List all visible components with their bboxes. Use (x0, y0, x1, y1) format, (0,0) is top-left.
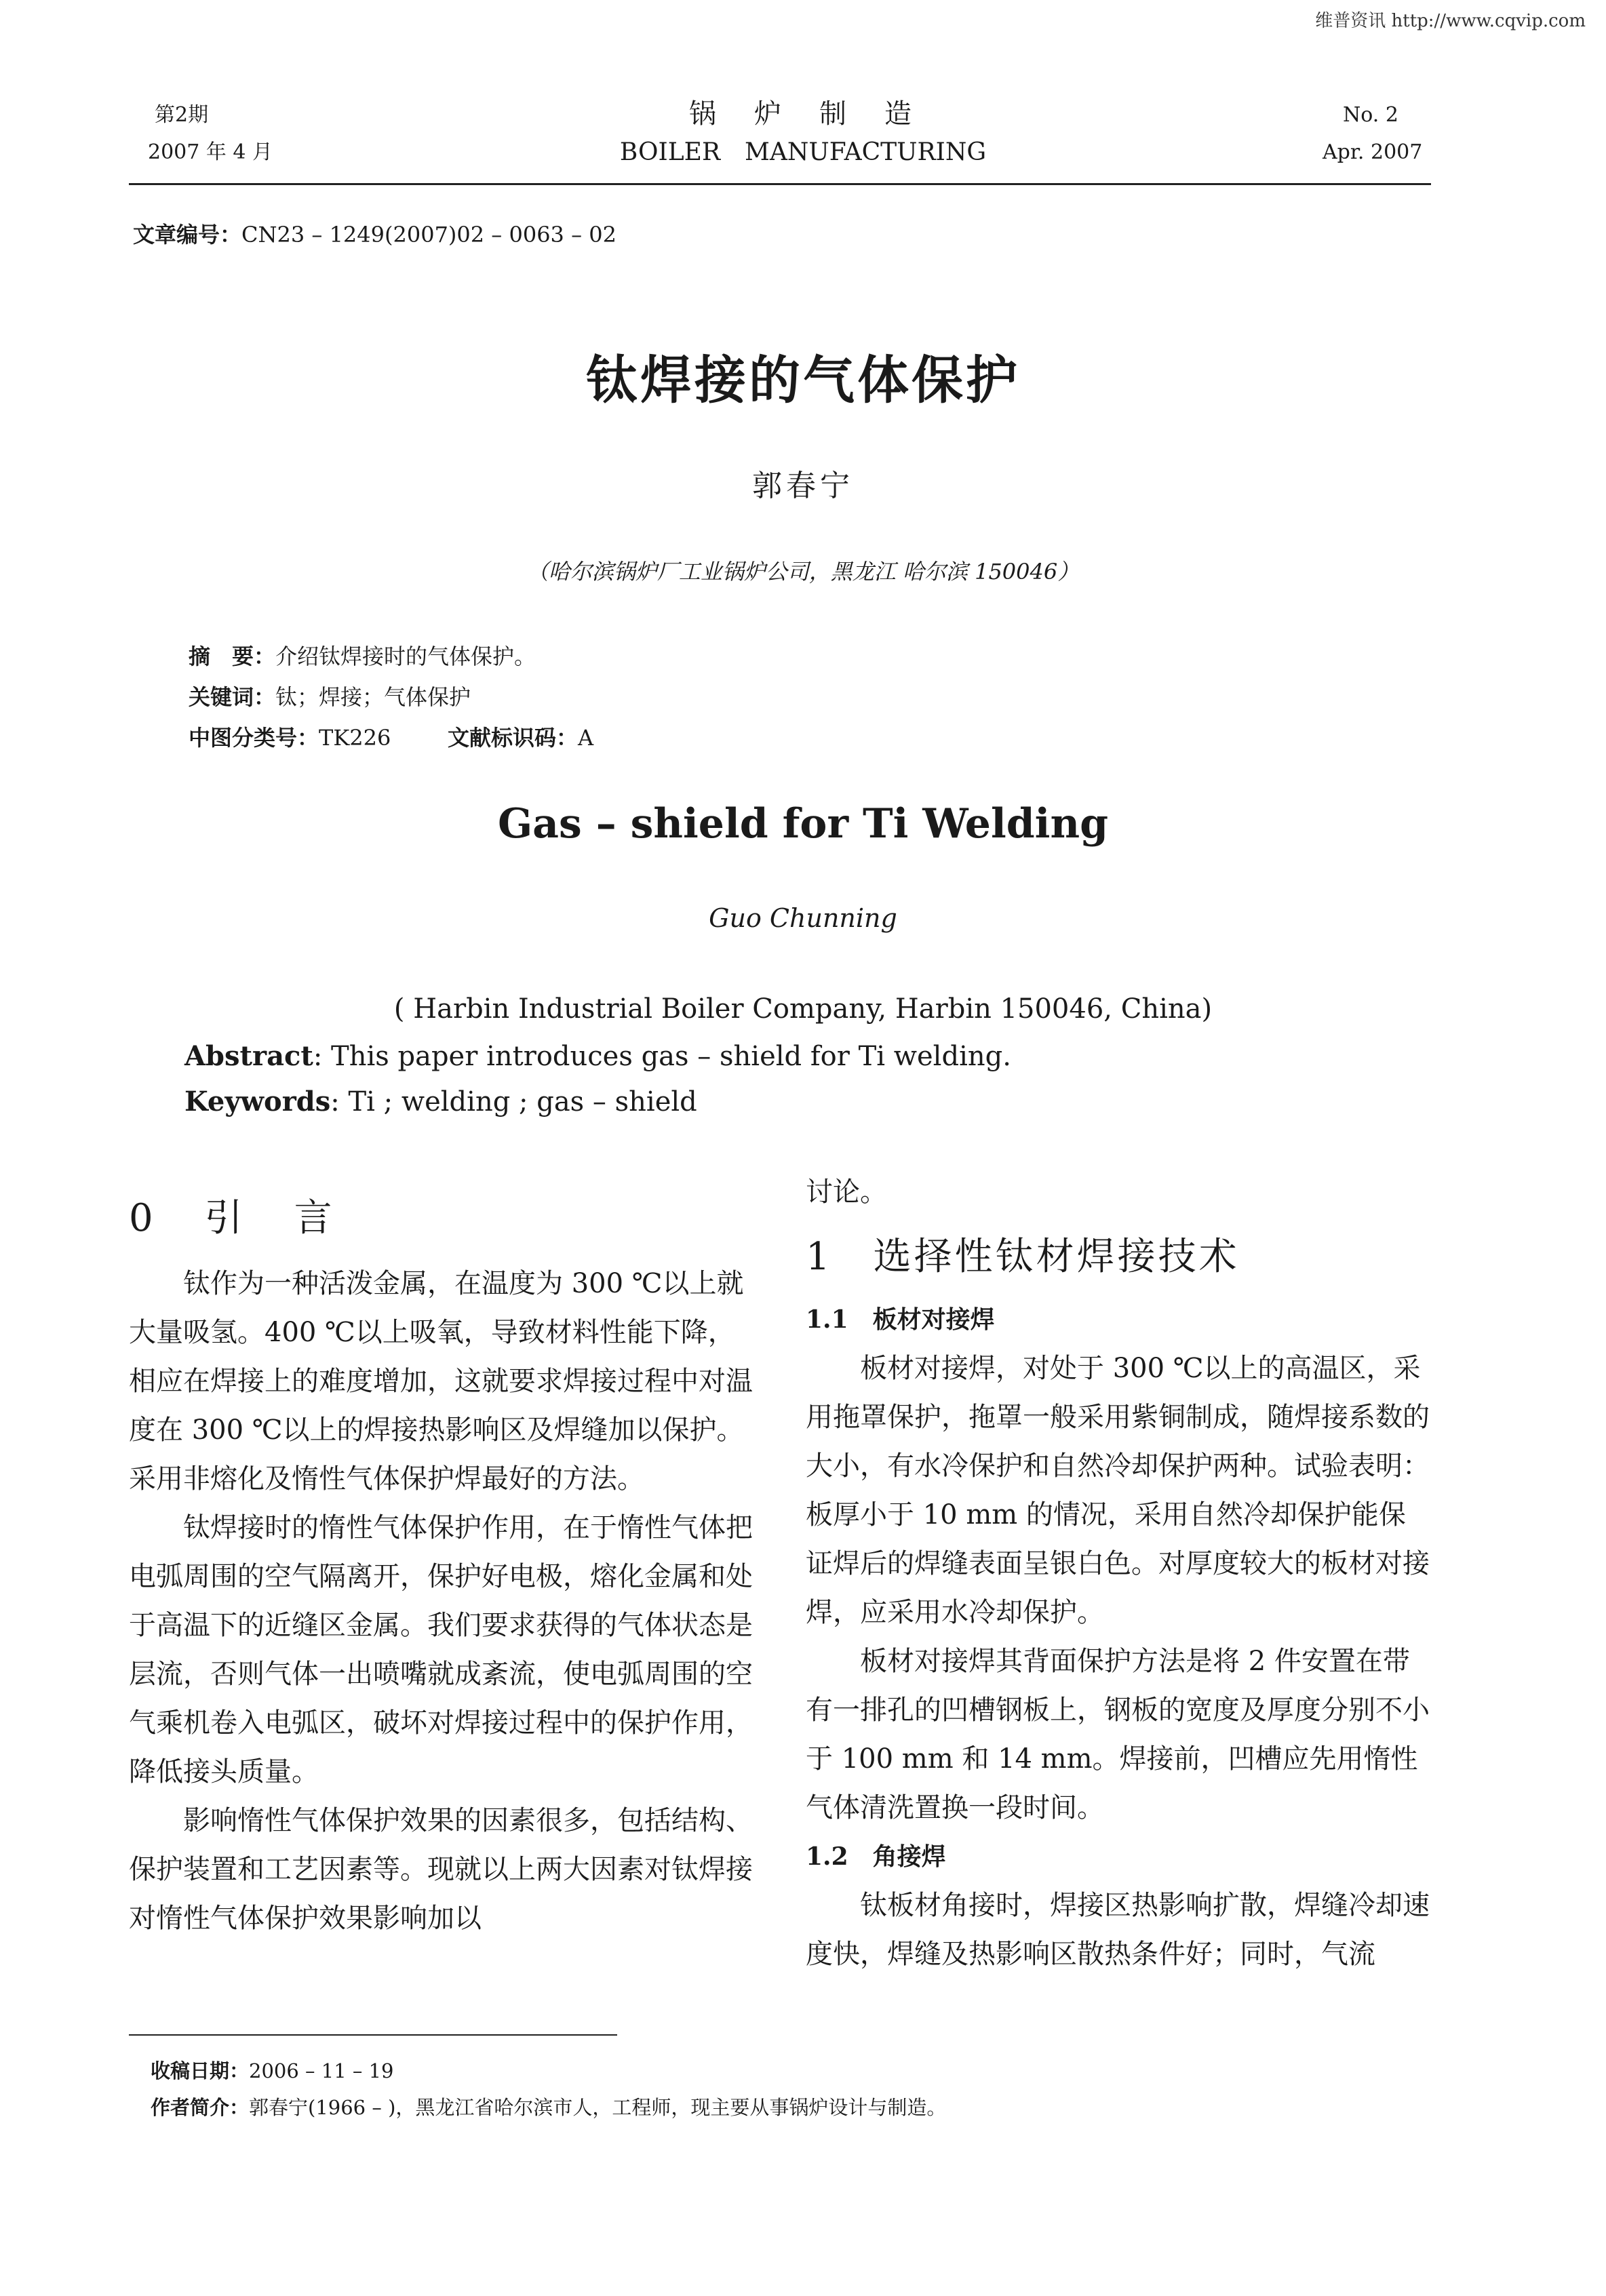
subsection-1-2-number: 1.2 (806, 1842, 848, 1871)
abstract-en-text: : This paper introduces gas – shield for Ti welding. (313, 1041, 1011, 1072)
header-issue-en: No. 2 (1343, 103, 1398, 127)
clc-value: TK226 (319, 725, 391, 751)
received-date (151, 2055, 394, 2087)
author-bio-label: 作者简介： (151, 2096, 250, 2119)
abstract-en-label: Abstract (184, 1040, 313, 1072)
paragraph: 影响惰性气体保护效果的因素很多，包括结构、保护装置和工艺因素等。现就以上两大因素对钛焊接对惰性气体保护效果影响加以 (129, 1805, 753, 1934)
received-date-value: 2006 – 11 – 19 (249, 2059, 394, 2082)
subsection-1-1-number: 1.1 (806, 1305, 848, 1334)
header-date-cn: 2007 年 4 月 (148, 140, 273, 164)
abstract-cn (189, 637, 536, 675)
paragraph: 钛板材角接时，焊接区热影响扩散，焊缝冷却速度快，焊缝及热影响区散热条件好；同时，气流 (806, 1890, 1430, 1970)
keywords-cn (189, 678, 471, 716)
author-bio-text: 郭春宁(1966 – )，黑龙江省哈尔滨市人，工程师，现主要从事锅炉设计与制造。 (249, 2096, 947, 2119)
subsection-1-2-heading (806, 1832, 1430, 1881)
abstract-cn-text: 介绍钛焊接时的气体保护。 (275, 644, 536, 669)
keywords-cn-label: 关键词： (189, 684, 276, 710)
abstract-cn-label: 摘 要： (189, 644, 276, 669)
paragraph-continuation: 讨论。 (806, 1176, 887, 1208)
footnote-rule (129, 2034, 617, 2036)
subsection-1-2-title: 角接焊 (872, 1842, 946, 1871)
keywords-en-text: : Ti ; welding ; gas – shield (330, 1086, 697, 1117)
paragraph: 钛焊接时的惰性气体保护作用，在于惰性气体把电弧周围的空气隔离开，保护好电极，熔化金属和处于高温下的近缝区金属。我们要求获得的气体状态是层流，否则气体一出喷嘴就成紊流，使电弧周围的空气乘机卷入电弧区，破坏对焊接过程中的保护作用，降低接头质量。 (129, 1512, 753, 1787)
journal-title-en: BOILER MANUFACTURING (619, 138, 987, 166)
left-column-body (129, 1259, 753, 1943)
section-1-heading: 1 选择性钛材焊接技术 (806, 1235, 1240, 1279)
clc-label: 中图分类号： (189, 725, 319, 751)
subsection-1-1-heading (806, 1295, 1430, 1344)
affiliation-en: ( Harbin Industrial Boiler Company, Harbin 150046, China) (393, 993, 1213, 1025)
header-rule (129, 183, 1431, 185)
watermark: 维普资讯 http://www.cqvip.com (1315, 11, 1586, 31)
title-en: Gas – shield for Ti Welding (497, 800, 1109, 848)
article-number (133, 216, 616, 254)
journal-title-cn: 锅 炉 制 造 (689, 98, 917, 130)
author-bio (151, 2091, 946, 2124)
paragraph: 板材对接焊，对处于 300 ℃以上的高温区，采用拖罩保护，拖罩一般采用紫铜制成，随焊接系数的大小，有水冷保护和自然冷却保护两种。试验表明：板厚小于 10 mm 的情况，采用自然冷却保护能保证焊后的焊缝表面呈银白色。对厚度较大的板材对接焊，应采用水冷却保护。 (806, 1353, 1430, 1628)
author-cn: 郭春宁 (752, 469, 854, 503)
keywords-en (184, 1080, 697, 1124)
keywords-en-label: Keywords (184, 1086, 331, 1117)
right-column-body (806, 1168, 1430, 1979)
document-code-value: A (578, 725, 594, 751)
paragraph: 板材对接焊其背面保护方法是将 2 件安置在带有一排孔的凹槽钢板上，钢板的宽度及厚度分别不小于 100 mm 和 14 mm。焊接前，凹槽应先用惰性气体清洗置换一段时间。 (806, 1646, 1430, 1823)
article-number-value: CN23 – 1249(2007)02 – 0063 – 02 (241, 222, 616, 248)
subsection-1-1-title: 板材对接焊 (872, 1305, 995, 1334)
article-number-label: 文章编号： (133, 222, 242, 248)
abstract-en (184, 1034, 1011, 1079)
header-date-en: Apr. 2007 (1323, 140, 1423, 164)
title-cn: 钛焊接的气体保护 (586, 350, 1020, 410)
document-code-label: 文献标识码： (448, 725, 579, 751)
author-en: Guo Chunning (709, 903, 897, 933)
document-code (448, 719, 593, 757)
paragraph: 钛作为一种活泼金属，在温度为 300 ℃以上就大量吸氢。400 ℃以上吸氧，导致材料性能下降，相应在焊接上的难度增加，这就要求焊接过程中对温度在 300 ℃以上的焊接热影响区及焊缝加以保护。采用非熔化及惰性气体保护焊最好的方法。 (129, 1268, 753, 1495)
received-date-label: 收稿日期： (151, 2059, 250, 2082)
clc-number (189, 719, 391, 757)
section-0-heading: 0 引 言 (129, 1196, 339, 1240)
header-issue-cn: 第2期 (155, 103, 209, 127)
affiliation-cn: （哈尔滨锅炉厂工业锅炉公司，黑龙江 哈尔滨 150046） (526, 559, 1080, 585)
keywords-cn-text: 钛；焊接；气体保护 (275, 684, 471, 710)
